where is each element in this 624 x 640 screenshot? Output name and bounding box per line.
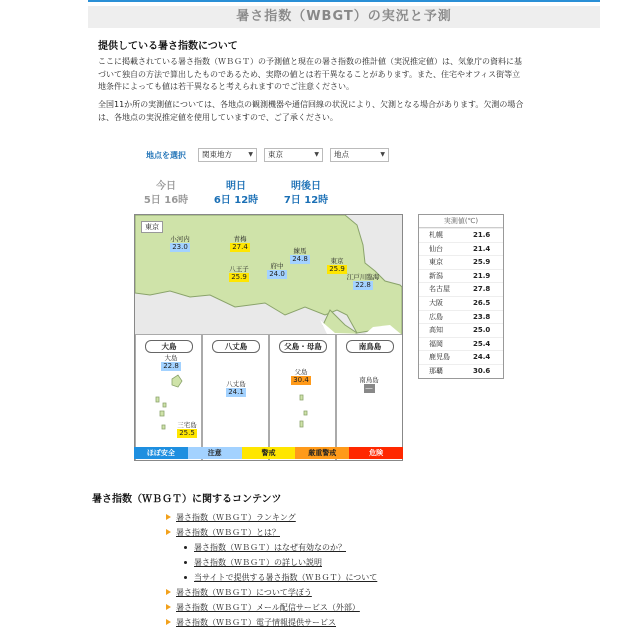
map-point-name: 父島 <box>294 368 308 376</box>
link-label: 暑さ指数（ＷＢＧＴ）の詳しい説明 <box>194 558 322 567</box>
island-panel-title: 南鳥島 <box>346 340 394 353</box>
tab-today-name: 今日 <box>156 181 176 192</box>
city-value: 30.6 <box>473 366 491 375</box>
contents-heading: 暑さ指数（ＷＢＧＴ）に関するコンテンツ <box>92 494 282 505</box>
city-name: 福岡 <box>429 339 443 348</box>
wbgt-legend <box>134 447 403 459</box>
link-why-effective[interactable] <box>184 542 346 553</box>
table-row[interactable] <box>419 255 503 269</box>
city-value: 27.8 <box>473 285 491 294</box>
map-point-value: 24.1 <box>228 388 244 396</box>
link-about-site-wbgt[interactable] <box>184 572 377 583</box>
island-panel-oshima <box>135 334 202 461</box>
tab-today[interactable] <box>136 180 196 208</box>
map-point-hachijojima[interactable] <box>221 380 251 397</box>
location-selector-label: 地点を選択 <box>146 151 186 160</box>
city-value: 24.4 <box>473 353 491 362</box>
link-label: 暑さ指数（ＷＢＧＴ）はなぜ有効なのか？ <box>194 543 346 552</box>
triangle-bullet-icon <box>166 604 171 610</box>
top-accent-line <box>88 0 600 2</box>
map-point-name: 南鳥島 <box>359 376 379 384</box>
map-point-name: 大島 <box>164 354 178 362</box>
prefecture-select-value: 東京 <box>268 150 283 159</box>
table-row[interactable] <box>419 364 503 378</box>
map-point-minamitorishima[interactable] <box>354 376 384 393</box>
map-point-name: 八王子 <box>229 265 249 273</box>
city-value: 25.4 <box>473 339 491 348</box>
table-row[interactable] <box>419 296 503 310</box>
section-heading: 提供している暑さ指数について <box>98 41 238 52</box>
tab-tomorrow-name: 明日 <box>226 181 246 192</box>
island-panel-hachijojima <box>202 334 269 461</box>
island-panel-title: 八丈島 <box>212 340 260 353</box>
legend-safe: ほぼ安全 <box>134 447 188 459</box>
map-point-value: 23.0 <box>172 243 188 251</box>
chevron-down-icon: ▼ <box>248 151 253 158</box>
link-data-service[interactable] <box>166 617 336 628</box>
map-point-value: 25.9 <box>329 265 345 273</box>
chevron-down-icon: ▼ <box>314 151 319 158</box>
city-value: 21.4 <box>473 244 491 253</box>
map-point-value: 22.8 <box>163 362 179 370</box>
city-value: 26.5 <box>473 298 491 307</box>
triangle-bullet-icon <box>166 619 171 625</box>
island-panel-title: 大島 <box>145 340 193 353</box>
map-point-name: 府中 <box>270 262 284 270</box>
map-point-okochi[interactable] <box>165 235 195 252</box>
dot-bullet-icon <box>184 561 187 564</box>
measured-table-header: 実測値(℃) <box>419 215 503 228</box>
intro-paragraph-1: ここに掲載されている暑さ指数（ＷＢＧＴ）の予測値と現在の暑さ指数の推計値（実況推定値）は、気象庁の資料に基づいて独自の方法で算出したものであるため、実際の値とは若干異なることがあります。また、住宅やオフィス街等立地条件によっても値は若干異なると考えられますのでご注意ください。 <box>98 57 522 91</box>
link-label: 暑さ指数（ＷＢＧＴ）について学ぼう <box>176 588 312 597</box>
table-row[interactable] <box>419 242 503 256</box>
map-point-value: 27.4 <box>232 243 248 251</box>
intro-paragraph-2: 全国11か所の実測値については、各地点の観測機器や通信回線の状況により、欠測となる場合があります。欠測の場合は、各地点の実況推定値を使用していますので、ご了承ください。 <box>98 100 524 122</box>
link-label: 暑さ指数（ＷＢＧＴ）メール配信サービス（外部） <box>176 603 360 612</box>
prefecture-select[interactable] <box>264 148 323 162</box>
tab-day-after-tomorrow[interactable] <box>276 180 336 208</box>
link-label: 暑さ指数（ＷＢＧＴ）ランキング <box>176 513 296 522</box>
map-point-ome[interactable] <box>225 235 255 252</box>
measured-values-table <box>418 214 504 379</box>
city-name: 高知 <box>429 326 443 335</box>
map-point-value: 22.8 <box>355 281 371 289</box>
point-select[interactable] <box>330 148 389 162</box>
map-point-value: 24.8 <box>292 255 308 263</box>
legend-warning: 警戒 <box>242 447 296 459</box>
map-point-value: 25.9 <box>231 273 247 281</box>
city-name: 新潟 <box>429 271 443 280</box>
city-name: 仙台 <box>429 244 443 253</box>
city-name: 名古屋 <box>429 285 450 294</box>
map-point-tokyo[interactable] <box>322 257 352 274</box>
dot-bullet-icon <box>184 546 187 549</box>
chevron-down-icon: ▼ <box>380 151 385 158</box>
link-label: 当サイトで提供する暑さ指数（ＷＢＧＴ）について <box>194 573 378 582</box>
table-row[interactable] <box>419 282 503 296</box>
map-point-name: 小河内 <box>170 235 190 243</box>
tab-tomorrow-time: 6日 12時 <box>213 195 259 206</box>
triangle-bullet-icon <box>166 514 171 520</box>
city-name: 広島 <box>429 312 443 321</box>
legend-danger: 危険 <box>349 447 403 459</box>
map-point-name: 青梅 <box>233 235 247 243</box>
link-label: 暑さ指数（ＷＢＧＴ）とは？ <box>176 528 280 537</box>
map-point-value: 25.5 <box>179 429 195 437</box>
wbgt-map <box>134 214 403 461</box>
map-point-name: 三宅島 <box>177 421 197 429</box>
legend-caution: 注意 <box>188 447 242 459</box>
table-row[interactable] <box>419 269 503 283</box>
table-row[interactable] <box>419 228 503 242</box>
map-point-name: 東京 <box>330 257 344 265</box>
table-row[interactable] <box>419 337 503 351</box>
triangle-bullet-icon <box>166 529 171 535</box>
link-ranking[interactable] <box>166 512 296 523</box>
link-learn-wbgt[interactable] <box>166 587 312 598</box>
region-select[interactable] <box>198 148 257 162</box>
region-select-value: 関東地方 <box>202 150 232 159</box>
map-point-hachioji[interactable] <box>224 265 254 282</box>
link-label: 暑さ指数（ＷＢＧＴ）電子情報提供サービス <box>176 618 336 627</box>
island-panel-minamitorishima <box>336 334 403 461</box>
city-name: 鹿児島 <box>429 353 450 362</box>
city-value: 23.8 <box>473 312 491 321</box>
tab-tomorrow[interactable] <box>206 180 266 208</box>
city-value: 21.9 <box>473 271 491 280</box>
city-name: 大阪 <box>429 298 443 307</box>
city-value: 25.9 <box>473 258 491 267</box>
legend-severe-warning: 厳重警戒 <box>295 447 349 459</box>
map-point-fuchu[interactable] <box>262 262 292 279</box>
map-region-tag: 東京 <box>141 221 163 233</box>
link-mail-service[interactable] <box>166 602 360 613</box>
link-detailed-explanation[interactable] <box>184 557 322 568</box>
link-what-is-wbgt[interactable] <box>166 527 280 538</box>
island-panel-title: 父島・母島 <box>279 340 327 353</box>
table-row[interactable] <box>419 310 503 324</box>
map-point-miyakejima[interactable] <box>172 421 202 438</box>
city-value: 25.0 <box>473 326 491 335</box>
island-panel-chichijima <box>269 334 336 461</box>
triangle-bullet-icon <box>166 589 171 595</box>
city-name: 東京 <box>429 258 443 267</box>
map-point-name: 八丈島 <box>226 380 246 388</box>
page-title: 暑さ指数（WBGT）の実況と予測 <box>88 6 600 28</box>
oshima-islands-shape <box>136 335 201 460</box>
map-point-value: 24.0 <box>269 270 285 278</box>
map-point-value: 30.4 <box>293 376 309 384</box>
city-value: 21.6 <box>473 231 491 239</box>
tab-day-after-time: 7日 12時 <box>283 195 329 206</box>
table-row[interactable] <box>419 323 503 337</box>
map-point-name: 江戸川臨海 <box>346 273 380 281</box>
point-select-value: 地点 <box>334 150 349 159</box>
city-name: 札幌 <box>429 231 443 239</box>
tab-day-after-name: 明後日 <box>291 181 321 192</box>
map-point-name: 練馬 <box>293 247 307 255</box>
dot-bullet-icon <box>184 576 187 579</box>
ogasawara-islands-shape <box>270 335 335 460</box>
city-name: 那覇 <box>429 366 443 375</box>
tab-today-time: 5日 16時 <box>143 195 189 206</box>
map-point-edogawa[interactable] <box>343 273 383 290</box>
table-row[interactable] <box>419 350 503 364</box>
map-point-value: ― <box>365 384 373 392</box>
